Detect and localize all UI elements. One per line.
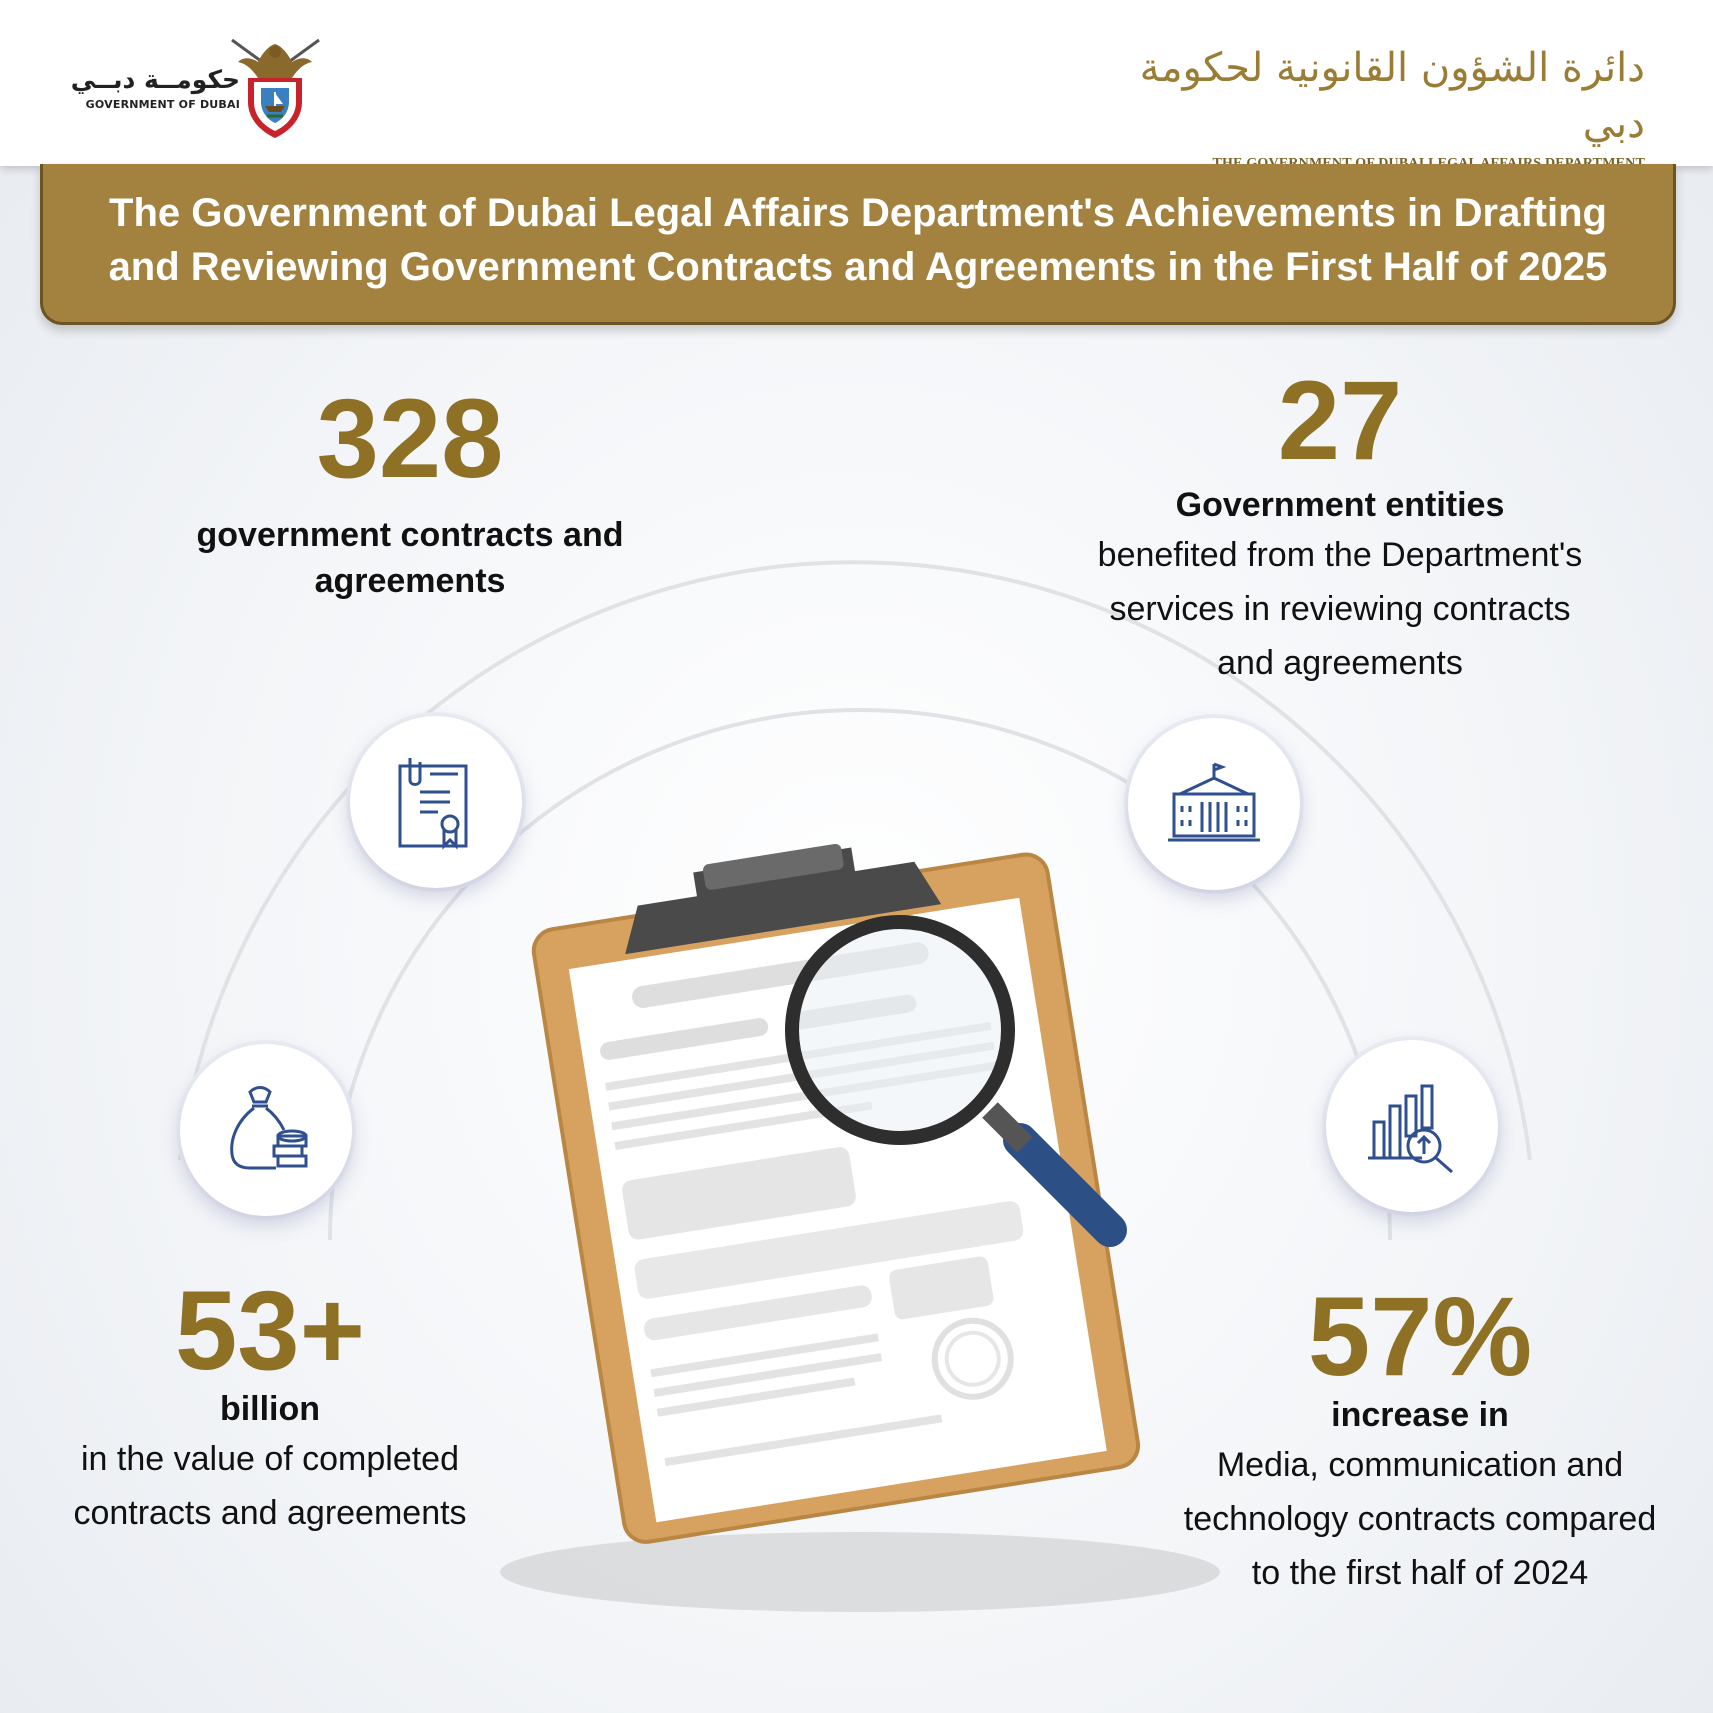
stat-entities-bold: Government entities	[1175, 486, 1505, 524]
chart-growth-icon	[1362, 1076, 1462, 1176]
stat-value-line-1: in the value of completed	[80, 1440, 460, 1478]
contracts-icon-circle	[350, 716, 522, 888]
stat-increase-line-3: to the first half of 2024	[1251, 1554, 1589, 1592]
stat-increase-bold: increase in	[1331, 1396, 1509, 1434]
stat-value-line-2: contracts and agreements	[73, 1494, 467, 1532]
stat-increase-line-2: technology contracts compared	[1183, 1500, 1657, 1538]
clipboard-illustration	[520, 840, 1260, 1600]
stat-contracts-line-2: agreements	[314, 562, 506, 600]
value-icon-circle	[180, 1044, 352, 1216]
stat-entities-number: 27	[1277, 358, 1403, 483]
title-line-2: and Reviewing Government Contracts and Agreements in the First Half of 2025	[108, 245, 1608, 289]
stat-increase-line-1: Media, communication and	[1216, 1446, 1624, 1484]
stat-contracts-line-1: government contracts and	[196, 516, 624, 554]
stat-contracts-number: 328	[316, 376, 504, 501]
gov-logo-arabic: حكومــة دبــي	[70, 65, 240, 94]
stat-entities-line-1: benefited from the Department's	[1097, 536, 1583, 574]
dept-logo-arabic: دائرة الشؤون القانونية لحكومة دبي	[1139, 45, 1645, 147]
government-building-icon	[1164, 754, 1264, 854]
money-bag-icon	[216, 1080, 316, 1180]
title-line-1: The Government of Dubai Legal Affairs Department's Achievements in Drafting	[109, 191, 1607, 235]
stat-increase-number: 57%	[1307, 1274, 1533, 1399]
stat-value	[20, 1268, 520, 1540]
stat-value-bold: billion	[219, 1390, 321, 1428]
stat-entities	[1020, 358, 1660, 690]
stat-entities-line-2: services in reviewing contracts	[1109, 590, 1571, 628]
stat-value-number: 53+	[175, 1268, 365, 1393]
stat-entities-line-3: and agreements	[1217, 644, 1463, 682]
increase-icon-circle	[1326, 1040, 1498, 1212]
contract-document-icon	[386, 752, 486, 852]
gov-logo-english: GOVERNMENT OF DUBAI	[85, 98, 240, 111]
stat-contracts	[130, 376, 690, 604]
